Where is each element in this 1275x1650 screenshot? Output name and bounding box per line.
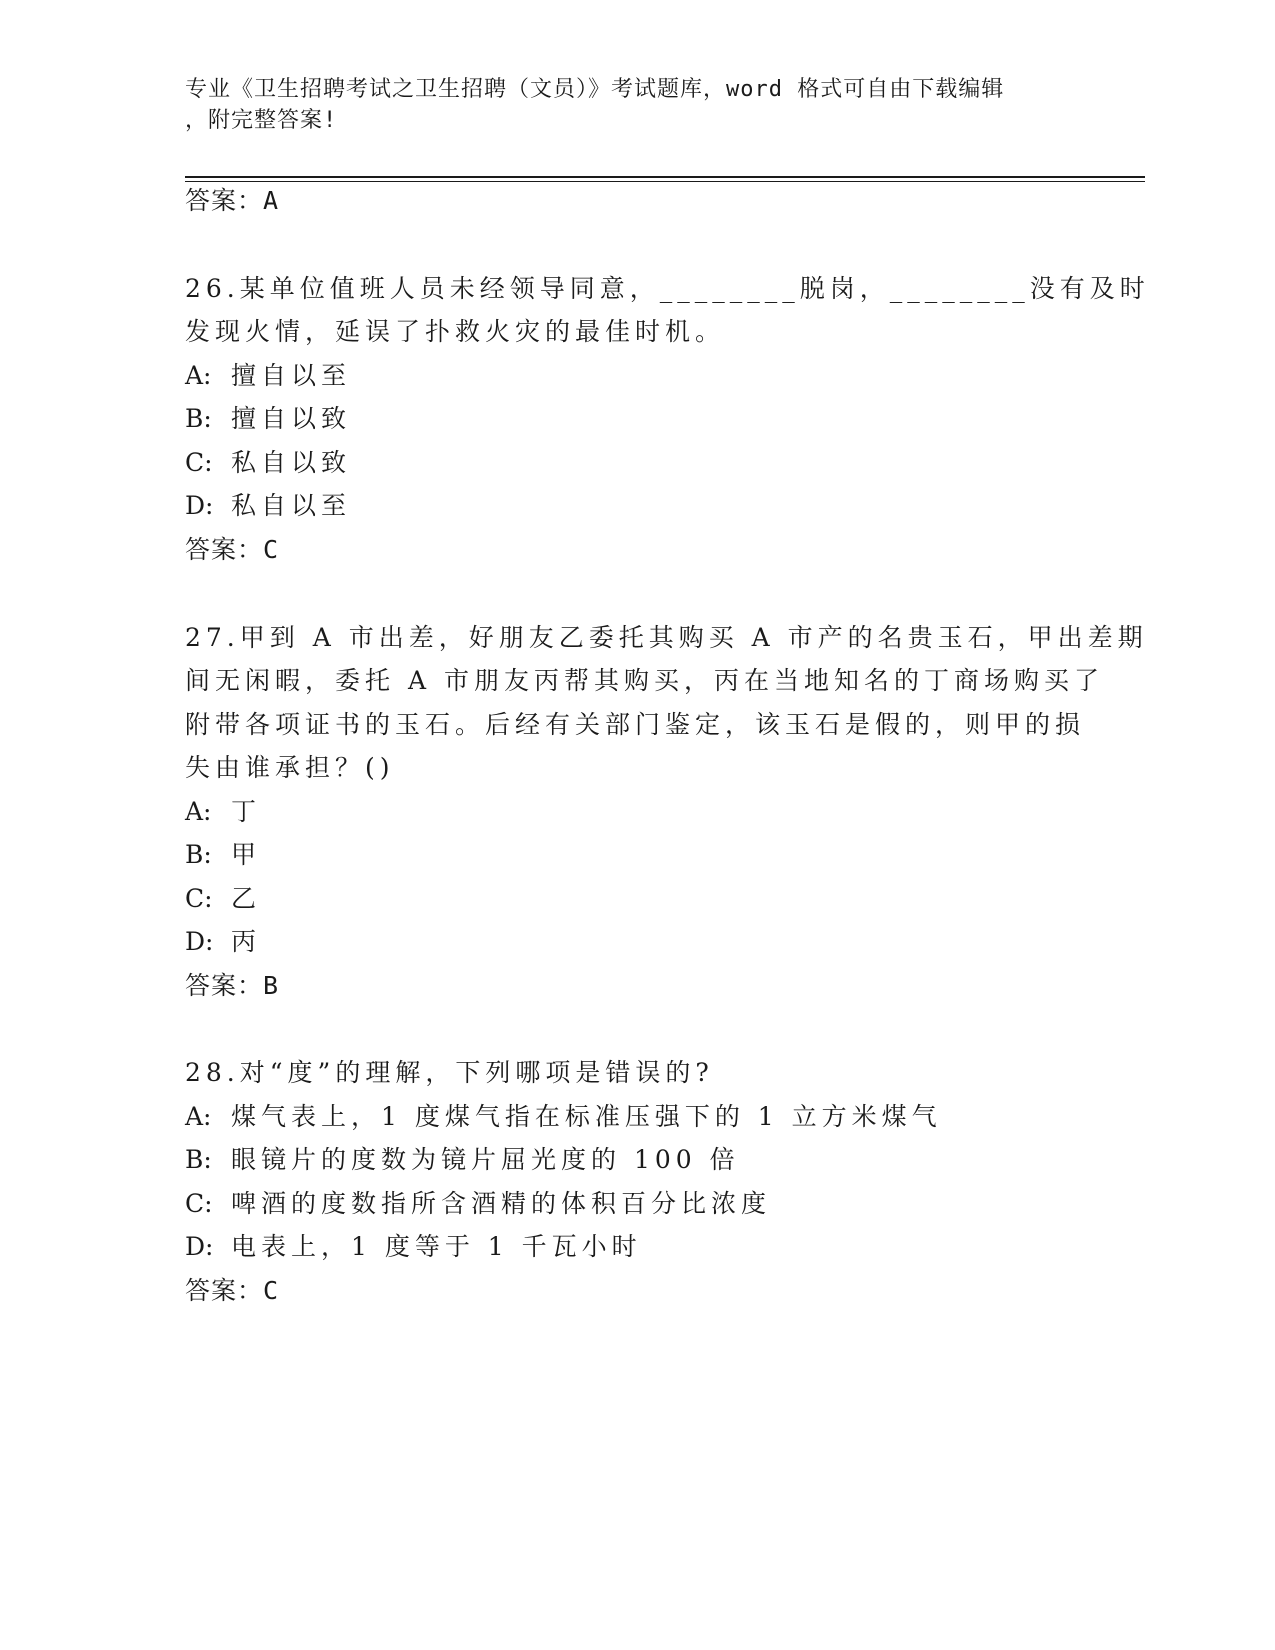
- option-label: A:: [185, 1102, 212, 1131]
- answer-value: C: [263, 535, 280, 564]
- option-text: 乙: [231, 884, 262, 913]
- header-divider-thin: [185, 181, 1145, 182]
- question-27-option-d: [185, 925, 261, 959]
- question-26-option-d: [185, 489, 351, 523]
- option-label: A:: [185, 797, 212, 826]
- question-27-line-1: 27.甲到 A 市出差，好朋友乙委托其购买 A 市产的名贵玉石，甲出差期: [185, 623, 1148, 652]
- answer-value: B: [263, 971, 280, 1000]
- answer-value: A: [263, 186, 280, 215]
- option-label: B:: [185, 1145, 212, 1174]
- question-28-answer: [185, 1274, 279, 1308]
- option-label: D:: [185, 1232, 214, 1261]
- question-27-option-c: [185, 882, 261, 916]
- question-26-line-1: 26.某单位值班人员未经领导同意，________脱岗，________没有及时: [185, 274, 1150, 303]
- option-text: 眼镜片的度数为镜片屈光度的 100 倍: [231, 1145, 740, 1174]
- question-28-option-a: [185, 1100, 942, 1134]
- question-26-answer: [185, 533, 279, 567]
- answer-value: C: [263, 1276, 280, 1305]
- option-label: A:: [185, 361, 212, 390]
- header-line-2: ，附完整答案!: [185, 108, 338, 133]
- question-28-line-1: 28.对“度”的理解，下列哪项是错误的?: [185, 1058, 714, 1087]
- answer-prefix: 答案：: [185, 1276, 264, 1305]
- question-27-line-3: 附带各项证书的玉石。后经有关部门鉴定，该玉石是假的，则甲的损: [185, 710, 1086, 739]
- question-27-answer: [185, 969, 279, 1003]
- option-text: 电表上，1 度等于 1 千瓦小时: [231, 1232, 642, 1261]
- question-28-option-b: [185, 1143, 740, 1177]
- answer-prefix: 答案：: [185, 186, 264, 215]
- option-text: 擅自以至: [231, 361, 352, 390]
- option-label: B:: [185, 404, 212, 433]
- option-text: 私自以致: [231, 448, 352, 477]
- option-label: C:: [185, 448, 213, 477]
- question-28-option-c: [185, 1187, 771, 1221]
- answer-prefix: 答案：: [185, 535, 264, 564]
- question-28-option-d: [185, 1230, 642, 1264]
- option-text: 丙: [231, 927, 262, 956]
- question-26-option-a: [185, 359, 351, 393]
- question-27-option-a: [185, 795, 261, 829]
- question-27-option-b: [185, 838, 261, 872]
- answer-line: [185, 184, 279, 218]
- option-label: B:: [185, 840, 212, 869]
- option-text: 丁: [231, 797, 262, 826]
- question-26-option-c: [185, 446, 351, 480]
- document-header: [185, 74, 1065, 136]
- option-label: D:: [185, 927, 214, 956]
- header-divider: [185, 176, 1145, 178]
- option-label: C:: [185, 1189, 213, 1218]
- option-text: 甲: [231, 840, 262, 869]
- option-text: 私自以至: [231, 491, 352, 520]
- answer-prefix: 答案：: [185, 971, 264, 1000]
- question-26-option-b: [185, 402, 351, 436]
- option-text: 煤气表上，1 度煤气指在标准压强下的 1 立方米煤气: [231, 1102, 942, 1131]
- question-27-line-4: 失由谁承担？(): [185, 753, 395, 782]
- header-line-1: 专业《卫生招聘考试之卫生招聘（文员）》考试题库，word 格式可自由下载编辑: [185, 77, 1005, 102]
- option-label: D:: [185, 491, 214, 520]
- question-26-line-2: 发现火情，延误了扑救火灾的最佳时机。: [185, 317, 726, 346]
- question-27-line-2: 间无闲暇，委托 A 市朋友丙帮其购买，丙在当地知名的丁商场购买了: [185, 666, 1104, 695]
- option-label: C:: [185, 884, 213, 913]
- option-text: 擅自以致: [231, 404, 352, 433]
- option-text: 啤酒的度数指所含酒精的体积百分比浓度: [231, 1189, 772, 1218]
